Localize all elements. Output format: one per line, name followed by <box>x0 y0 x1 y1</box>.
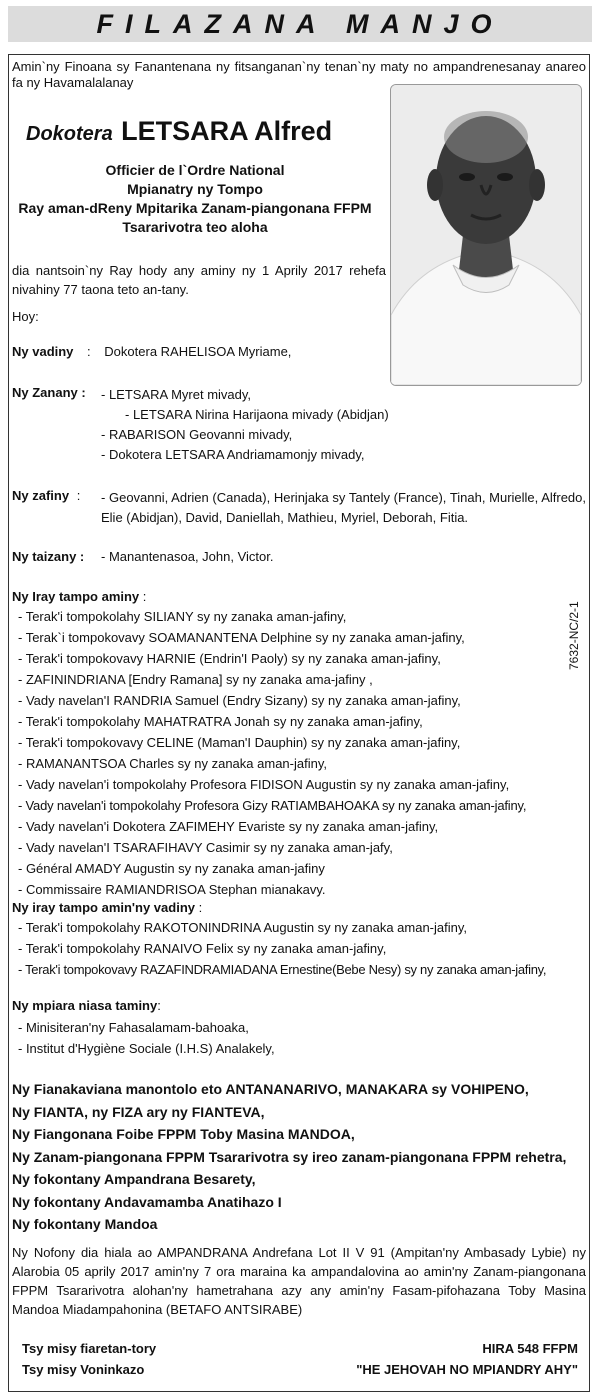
iray-tampo-vadiny-heading <box>12 900 202 916</box>
iray-tampo-heading <box>12 589 146 605</box>
list-item: - Terak'i tompokolahy MAHATRATRA Jonah sy ny zanaka aman-jafiny, <box>18 714 423 729</box>
header-band <box>8 6 592 42</box>
list-item: - Terak'i tompokovavy RAZAFINDRAMIADANA Ernestine(Bebe Nesy) sy ny zanaka aman-jafiny, <box>18 962 547 977</box>
list-item: - Institut d'Hygiène Sociale (I.H.S) Analakely, <box>18 1041 275 1056</box>
footer-right-line: HIRA 548 FFPM <box>482 1341 578 1356</box>
list-item: - Commissaire RAMIANDRISOA Stephan mianakavy. <box>18 882 326 897</box>
list-item: - LETSARA Myret mivady, <box>101 387 252 402</box>
vadiny-sep: : <box>87 344 91 359</box>
community-line: Ny Fianakaviana manontolo eto ANTANANARIVO, MANAKARA sy VOHIPENO, <box>12 1081 529 1097</box>
list-item: - Vady navelan'I TSARAFIHAVY Casimir sy ny zanaka aman-jafy, <box>18 840 393 855</box>
list-item: - Vady navelan'i tompokolahy Profesora Gizy RATIAMBAHOAKA sy ny zanaka aman-jafiny, <box>18 798 527 813</box>
ad-reference-code: 7632-NC/2-1 <box>567 601 581 670</box>
page-title: FILAZANA MANJO <box>96 8 504 39</box>
list-item: - Vady navelan'i tompokolahy Profesora FIDISON Augustin sy ny zanaka aman-jafiny, <box>18 777 510 792</box>
footer-left-line: Tsy misy fiaretan-tory <box>22 1341 157 1356</box>
zafiny-sep: : <box>76 488 81 503</box>
list-item: - Vady navelan'I RANDRIA Samuel (Endry Sizany) sy ny zanaka aman-jafiny, <box>18 693 461 708</box>
deceased-name-block <box>26 116 376 147</box>
footer-left-line: Tsy misy Voninkazo <box>22 1362 145 1377</box>
iray-tampo-colon: : <box>139 589 147 604</box>
list-item: - Terak'i tompokolahy RANAIVO Felix sy ny zanaka aman-jafiny, <box>18 941 387 956</box>
community-line: Ny Fiangonana Foibe FPPM Toby Masina MANDOA, <box>12 1126 355 1142</box>
zafiny-value: - Geovanni, Adrien (Canada), Herinjaka sy Tantely (France), Tinah, Murielle, Alfredo, Elie (Abidjan), David, Daniellah, Mathieu, Myriel, Deborah, Fitia. <box>101 490 586 525</box>
hoy-label: Hoy: <box>12 309 39 324</box>
list-item: - RAMANANTSOA Charles sy ny zanaka aman-jafiny, <box>18 756 327 771</box>
list-item: - Terak'i tompokolahy SILIANY sy ny zanaka aman-jafiny, <box>18 609 347 624</box>
title-line: Tsararivotra teo aloha <box>122 219 268 235</box>
deceased-titles <box>12 161 378 237</box>
mpiara-niasa-colon: : <box>157 998 161 1013</box>
deceased-portrait <box>390 84 582 386</box>
community-line: Ny fokontany Mandoa <box>12 1216 158 1232</box>
list-item: - Terak'i tompokolahy RAKOTONINDRINA Augustin sy ny zanaka aman-jafiny, <box>18 920 468 935</box>
iray-tampo-vadiny-label: Ny iray tampo amin'ny vadiny <box>12 900 195 915</box>
list-item: - Minisiteran'ny Fahasalamam-bahoaka, <box>18 1020 249 1035</box>
intro-text: Amin`ny Finoana sy Fanantenana ny fitsanganan`ny tenan`ny maty no ampandrenesanay anareo fa ny Havamalalanay <box>12 59 586 90</box>
iray-tampo-label: Ny Iray tampo aminy <box>12 589 140 604</box>
communities-block <box>12 1078 566 1236</box>
footer-left <box>22 1338 156 1380</box>
death-notice: dia nantsoin`ny Ray hody any aminy ny 1 Aprily 2017 rehefa nivahiny 77 taona teto an-tany. <box>12 263 386 297</box>
list-item: - ZAFININDRIANA [Endry Ramana] sy ny zanaka ama-jafiny , <box>18 672 373 687</box>
community-line: Ny fokontany Andavamamba Anatihazo I <box>12 1193 282 1210</box>
mpiara-niasa-heading <box>12 998 161 1014</box>
list-item: - Dokotera LETSARA Andriamamonjy mivady, <box>101 447 365 462</box>
name-prefix: Dokotera <box>26 123 113 145</box>
taizany-label: Ny taizany : <box>12 549 85 564</box>
title-line: Ray aman-dReny Mpitarika Zanam-piangonana FFPM <box>18 200 372 216</box>
zafiny-label: Ny zafiny <box>12 488 70 503</box>
footer-right <box>356 1338 578 1380</box>
vadiny-label: Ny vadiny <box>12 344 74 359</box>
list-item: - Terak'i tompokovavy HARNIE (Endrin'I Paoly) sy ny zanaka aman-jafiny, <box>18 651 441 666</box>
zanany-label: Ny Zanany : <box>12 385 86 400</box>
list-item: - Vady navelan'i Dokotera ZAFIMEHY Evariste sy ny zanaka aman-jafiny, <box>18 819 439 834</box>
footer-right-line: "HE JEHOVAH NO MPIANDRY AHY" <box>356 1362 578 1377</box>
taizany-value: - Manantenasoa, John, Victor. <box>101 549 274 564</box>
portrait-image <box>391 85 581 385</box>
list-item: - Terak'i tompokovavy CELINE (Maman'I Dauphin) sy ny zanaka aman-jafiny, <box>18 735 461 750</box>
community-line: Ny FIANTA, ny FIZA ary ny FIANTEVA, <box>12 1103 265 1120</box>
iray-tampo-vadiny-colon: : <box>194 900 203 915</box>
vadiny-row <box>12 344 291 360</box>
deceased-name: LETSARA Alfred <box>121 116 333 146</box>
burial-info: Ny Nofony dia hiala ao AMPANDRANA Andrefana Lot II V 91 (Ampitan'ny Ambasady Lybie) ny Alarobia 05 aprily 2017 amin'ny 7 ora maraina ka ampandalovina ao amin'ny Zanam-piangonana FPPM Tsararivotra alohan'ny hametrahana azy any amin'ny Fasam-pifohazana Toby Masina Mandoa Miadampahonina (BETAFO ANTSIRABE) <box>12 1245 586 1317</box>
community-line: Ny Zanam-piangonana FPPM Tsararivotra sy ireo zanam-piangonana FPPM rehetra, <box>12 1148 567 1165</box>
title-line: Mpianatry ny Tompo <box>127 181 263 197</box>
zafiny-label-row <box>12 488 80 504</box>
title-line: Officier de l`Ordre National <box>105 162 285 178</box>
mpiara-niasa-label: Ny mpiara niasa taminy <box>12 998 158 1013</box>
list-item: - LETSARA Nirina Harijaona mivady (Abidjan) <box>125 407 389 422</box>
community-line: Ny fokontany Ampandrana Besarety, <box>12 1171 256 1187</box>
zanany-list <box>101 385 389 465</box>
list-item: - RABARISON Geovanni mivady, <box>101 427 293 442</box>
list-item: - Général AMADY Augustin sy ny zanaka aman-jafiny <box>18 861 325 876</box>
list-item: - Terak`i tompokovavy SOAMANANTENA Delphine sy ny zanaka aman-jafiny, <box>18 630 465 645</box>
vadiny-value: Dokotera RAHELISOA Myriame, <box>104 344 292 359</box>
